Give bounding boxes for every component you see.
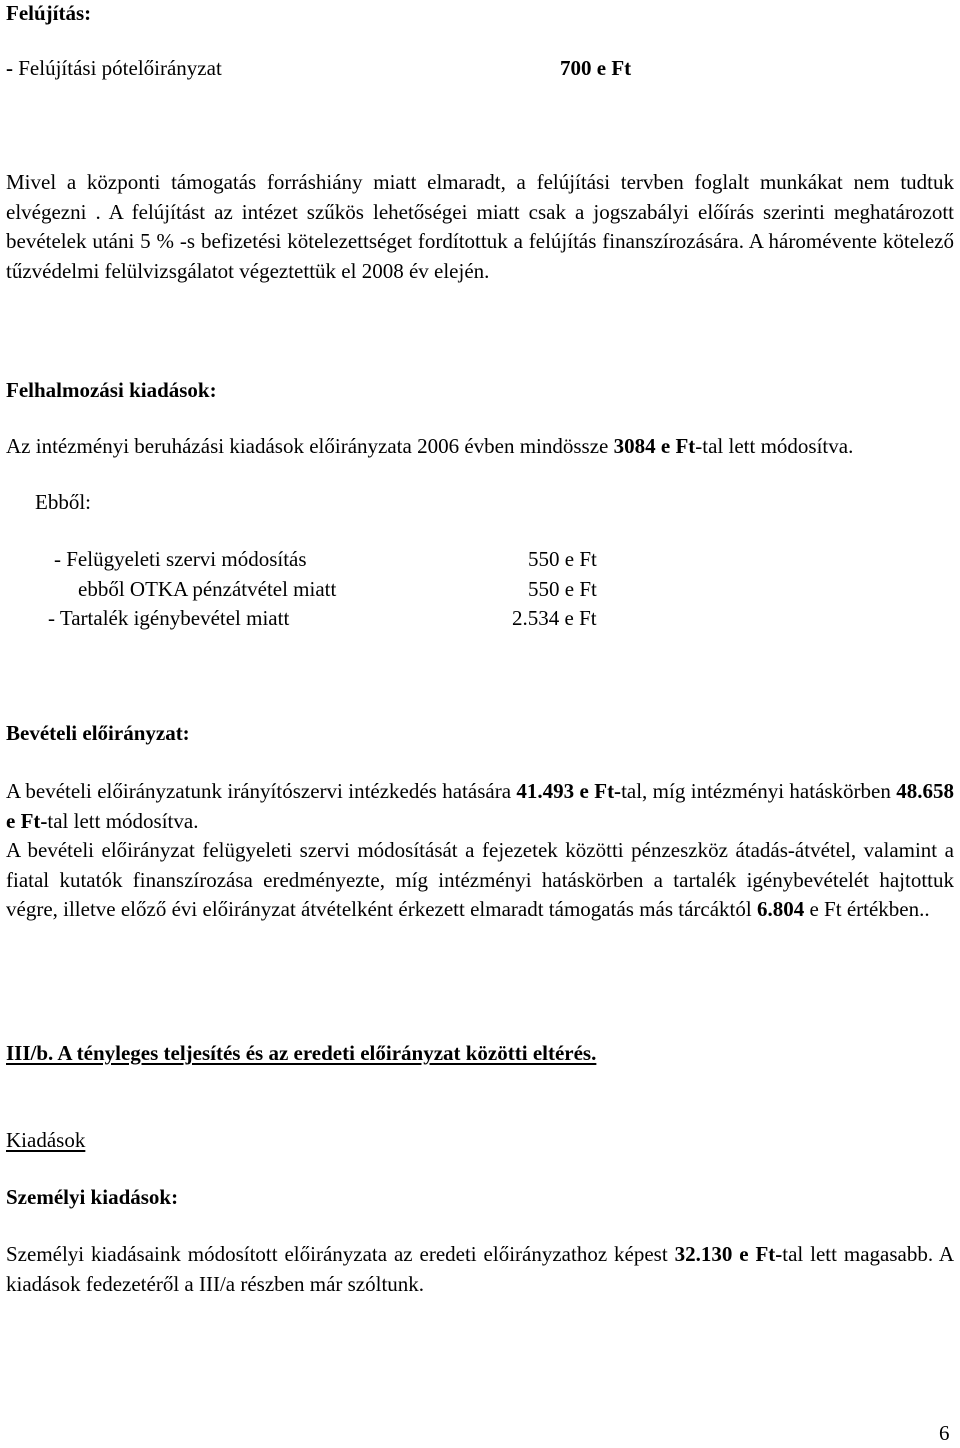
breakdown-row-value: 2.534 e Ft	[512, 606, 597, 630]
szemelyi-paragraph	[6, 1240, 954, 1299]
beveteli-text: tal lett módosítva.	[47, 808, 199, 833]
szemelyi-text: Személyi kiadásaink módosított előirányzata az eredeti előirányzathoz képest	[6, 1242, 675, 1266]
felujitas-paragraph	[6, 168, 954, 286]
beveteli-paragraph-1	[6, 777, 954, 836]
breakdown-row-label: - Tartalék igénybevétel miatt	[48, 606, 290, 630]
beveteli-paragraph-2	[6, 836, 954, 925]
beveteli-text: e Ft értékben..	[804, 897, 930, 921]
felhalmozasi-heading: Felhalmozási kiadások:	[6, 378, 217, 402]
beveteli-text: A bevételi előirányzat felügyeleti szervi módosítását a fejezetek közötti pénzeszköz átadás-átvétel, valamint a fiatal kutatók finanszírozása eredményezte, míg intézményi hatáskörben a tartalék igénybevételét hajtottuk végre, illetve előző évi előirányzat átvételként érkezett elmaradt támogatás más tárcáktól	[6, 838, 954, 921]
szemelyi-heading: Személyi kiadások:	[6, 1185, 179, 1209]
breakdown-row-value: 550 e Ft	[528, 547, 597, 571]
kiadasok-heading: Kiadások	[6, 1128, 86, 1152]
felujitas-para-1: Mivel a központi támogatás forráshiány miatt elmaradt, a felújítási tervben foglalt munkákat nem tudtuk elvégezni . A felújítást az intézet szűkös lehetőségei miatt csak a jogszabályi előírás szerinti meghatározott bevételek utáni 5 % -s befizetési kötelezettséget fordítottuk a felújítás finanszírozására.	[6, 170, 954, 253]
beveteli-amount-2: 48.658 e Ft-	[6, 779, 955, 833]
beveteli-heading: Bevételi előirányzat:	[6, 721, 190, 745]
breakdown-row-value: 550 e Ft	[528, 577, 597, 601]
section-title: III/b. A tényleges teljesítés és az eredeti előirányzat közötti eltérés.	[6, 1041, 597, 1065]
beveteli-text: A bevételi előirányzatunk irányítószervi intézkedés hatására	[6, 779, 517, 803]
felujitas-para-2: A háromévente kötelező tűzvédelmi felülvizsgálatot végeztettük el 2008 év elején.	[6, 229, 955, 283]
felujitas-item-text: Felújítási pótelőirányzat	[18, 56, 222, 80]
felujitas-item-value: 700 e Ft	[560, 56, 632, 80]
page-number: 6	[939, 1421, 950, 1445]
felhalmozasi-text: Az intézményi beruházási kiadások előirányzata 2006 évben mindössze	[6, 434, 614, 458]
breakdown-row-label: - Felügyeleti szervi módosítás	[54, 547, 307, 571]
felujitas-heading: Felújítás:	[6, 1, 92, 25]
beveteli-amount-3: 6.804	[756, 897, 805, 921]
ebbol-label: Ebből:	[35, 490, 91, 514]
felujitas-item-label	[6, 55, 222, 81]
felhalmozasi-paragraph	[6, 432, 954, 462]
breakdown-row-label: ebből OTKA pénzátvétel miatt	[78, 577, 337, 601]
felhalmozasi-suffix: -tal lett módosítva.	[695, 434, 854, 458]
beveteli-text: tal, míg intézményi hatáskörben	[621, 779, 897, 803]
felhalmozasi-amount: 3084 e Ft	[613, 434, 696, 458]
felujitas-item-prefix: -	[6, 56, 19, 80]
beveteli-amount-1: 41.493 e Ft-	[516, 779, 622, 803]
szemelyi-amount: 32.130 e Ft-	[674, 1242, 783, 1266]
szemelyi-text: tal lett magasabb. A kiadások fedezetéről a III/a részben már szóltunk.	[6, 1242, 954, 1296]
